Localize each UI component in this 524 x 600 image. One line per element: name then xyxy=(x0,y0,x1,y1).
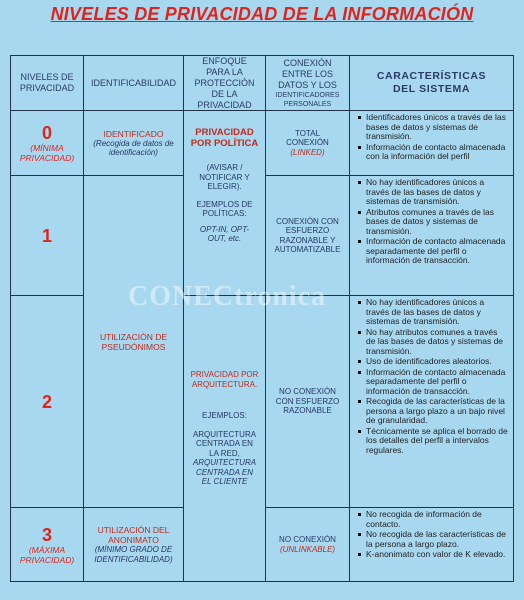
level-0-number: 0 xyxy=(41,123,52,143)
caracteristica-item: Información de contacto almacenada separadamente del perfil o información de transacción. xyxy=(366,368,513,397)
level-1-cell xyxy=(11,176,84,296)
header-identificabilidad-label: IDENTIFICABILIDAD xyxy=(90,77,176,88)
caracteristica-item: Identificadores únicos a través de las bases de datos y sistemas de transmisión. xyxy=(366,113,513,142)
level-0-cell xyxy=(11,111,84,176)
caracteristicas-3-list xyxy=(350,510,513,561)
header-caracteristicas-label: CARACTERÍSTICAS DEL SISTEMA xyxy=(376,70,487,95)
caracteristica-item: K-anonimato con valor de K elevado. xyxy=(366,550,513,560)
level-3-number: 3 xyxy=(41,524,52,545)
caracteristica-item: Uso de identificadores aleatorios. xyxy=(366,357,513,367)
total-conexion-label: TOTAL CONEXIÓN xyxy=(286,128,329,148)
caracteristica-item: No hay identificadores únicos a través de las bases de datos y sistemas de transmisión. xyxy=(366,178,513,207)
enfoque-politica-cell xyxy=(184,111,266,296)
caracteristicas-0-cell xyxy=(350,111,513,176)
anonimato-label: UTILIZACIÓN DEL ANONIMATO xyxy=(97,525,170,545)
conexion-unlinkable-cell xyxy=(266,508,350,581)
caracteristica-item: No recogida de las características de la persona a largo plazo. xyxy=(366,530,513,549)
watermark: CONECtronica xyxy=(128,281,327,312)
caracteristicas-2-list xyxy=(350,298,513,456)
identificado-cell xyxy=(84,111,184,176)
conexion-automatizable-cell xyxy=(266,176,350,296)
anonimato-sub: (MÍNIMO GRADO DE IDENTIFICABILIDAD) xyxy=(94,545,173,564)
header-caracteristicas xyxy=(350,56,513,111)
header-conexion-label: CONEXIÓN ENTRE LOS DATOS Y LOS xyxy=(278,57,337,90)
arquitectura-label: PRIVACIDAD POR ARQUITECTURA. xyxy=(190,370,259,389)
avisar-label: (AVISAR / NOTIFICAR Y ELEGIR). xyxy=(199,163,250,191)
caracteristica-item: Recogida de las características de la persona a largo plazo a un bajo nivel de granularidad. xyxy=(366,397,513,426)
ejemplos-label: EJEMPLOS: xyxy=(202,411,247,420)
esfuerzo-automatizable-label: CONEXIÓN CON ESFUERZO RAZONABLE Y AUTOMATIZABLE xyxy=(274,216,341,254)
caracteristicas-0-list xyxy=(350,113,513,163)
page-title: NIVELES DE PRIVACIDAD DE LA INFORMACIÓN xyxy=(50,4,474,24)
politica-label: PRIVACIDAD POR POLÍTICA xyxy=(190,127,259,149)
pseudonimos-cell xyxy=(84,176,184,508)
linked-label: (LINKED) xyxy=(290,147,325,157)
identificado-sub: (Recogida de datos de identificación) xyxy=(93,138,174,157)
caracteristica-item: No hay identificadores únicos a través de las bases de datos y sistemas de transmisión. xyxy=(366,298,513,327)
header-niveles-label: NIVELES DE PRIVACIDAD xyxy=(19,72,75,93)
caracteristica-item: Información de contacto almacenada separadamente del perfil o información de transacción. xyxy=(366,237,513,266)
optin-label: OPT-IN, OPT-OUT, etc. xyxy=(199,224,250,243)
conexion-razonable-cell xyxy=(266,296,350,508)
caracteristica-item: Atributos comunes a través de las bases de datos y sistemas de transmisión. xyxy=(366,208,513,237)
caracteristicas-1-cell xyxy=(350,176,513,296)
caracteristicas-2-cell xyxy=(350,296,513,508)
caracteristica-item: No recogida de información de contacto. xyxy=(366,510,513,529)
anonimato-cell xyxy=(84,508,184,581)
no-conexion-label: NO CONEXIÓN xyxy=(279,535,336,544)
ejemplos-politicas-label: EJEMPLOS DE POLÍTICAS: xyxy=(196,199,253,218)
enfoque-arquitectura-cell xyxy=(184,296,266,581)
header-conexion-sublabel: IDENTIFICADORES PERSONALES xyxy=(275,91,340,108)
caracteristica-item: Técnicamente se aplica el borrado de los detalles del perfil a intervalos regulares. xyxy=(366,427,513,456)
level-3-cell xyxy=(11,508,84,581)
header-conexion xyxy=(266,56,350,111)
header-enfoque-label: ENFOQUE PARA LA PROTECCIÓN DE LA PRIVACIDAD xyxy=(194,56,255,110)
caracteristica-item: No hay atributos comunes a través de las bases de datos y sistemas de transmisión. xyxy=(366,328,513,357)
level-1-number: 1 xyxy=(41,225,52,246)
caracteristicas-1-list xyxy=(350,178,513,267)
caracteristicas-3-cell xyxy=(350,508,513,581)
header-niveles xyxy=(11,56,84,111)
arq-cliente-label: ARQUITECTURA CENTRADA EN EL CLIENTE xyxy=(192,458,257,486)
level-0-sub: (MÍNIMA PRIVACIDAD) xyxy=(19,143,75,163)
pseudonimos-label: UTILIZACIÓN DE PSEUDÓNIMOS xyxy=(99,331,168,352)
header-enfoque xyxy=(184,56,266,111)
level-2-cell xyxy=(11,296,84,508)
unlinkable-label: (UNLINKABLE) xyxy=(279,544,336,554)
header-identificabilidad xyxy=(84,56,184,111)
identificado-label: IDENTIFICADO xyxy=(103,128,164,139)
privacy-levels-table xyxy=(10,55,514,582)
no-esfuerzo-label: NO CONEXIÓN CON ESFUERZO RAZONABLE xyxy=(275,387,340,416)
arq-red-label: ARQUITECTURA CENTRADA EN LA RED, xyxy=(192,429,257,458)
level-2-number: 2 xyxy=(41,391,52,412)
caracteristica-item: Información de contacto almacenada con la información del perfil xyxy=(366,143,513,162)
level-3-sub: (MÁXIMA PRIVACIDAD) xyxy=(19,544,75,565)
conexion-total-cell xyxy=(266,111,350,176)
